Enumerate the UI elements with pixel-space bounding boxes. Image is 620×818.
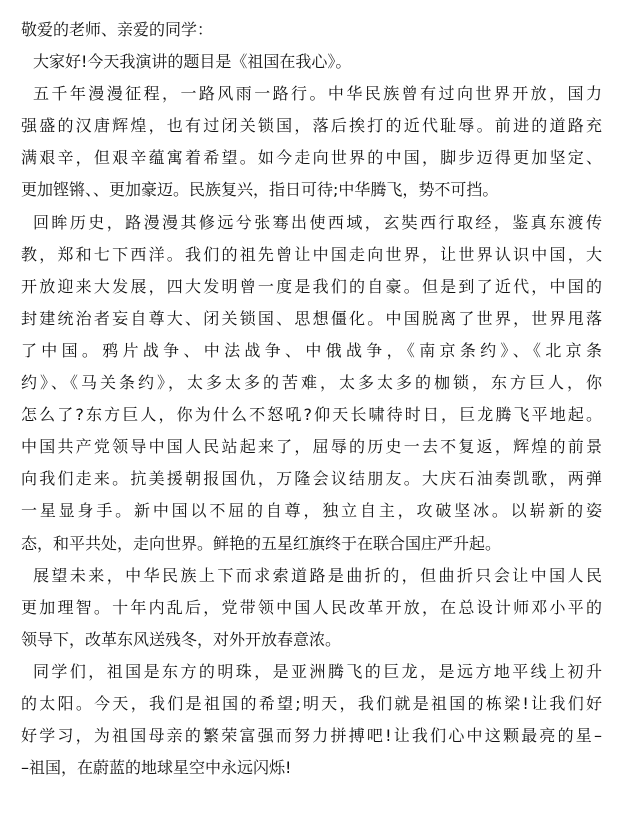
paragraph-5-line-1: 同学们，祖国是东方的明珠，是亚洲腾飞的巨龙，是远方地平线上初升 — [33, 661, 602, 681]
paragraph-4-line-3: 领导下，改革东风送残冬，对外开放春意浓。 — [21, 629, 342, 649]
paragraph-5-line-2: 的太阳。今天，我们是祖国的希望;明天，我们就是祖国的栋梁!让我们好 — [21, 693, 602, 713]
paragraph-3-line-1: 回眸历史，路漫漫其修远兮张骞出使西域，玄奘西行取经，鉴真东渡传 — [33, 212, 602, 232]
paragraph-3-line-4: 封建统治者妄自尊大、闭关锁国、思想僵化。中国脱离了世界，世界甩落 — [21, 308, 602, 328]
paragraph-3-line-3: 开放迎来大发展，四大发明曾一度是我们的自豪。但是到了近代，中国的 — [21, 276, 602, 296]
paragraph-2-line-1: 五千年漫漫征程，一路风雨一路行。中华民族曾有过向世界开放，国力 — [33, 84, 602, 104]
paragraph-3-line-10: 一星显身手。新中国以不屈的自尊，独立自主，攻破坚冰。以崭新的姿 — [21, 501, 602, 521]
paragraph-3-line-7: 怎么了?东方巨人，你为什么不怒吼?仰天长啸待时日，巨龙腾飞平地起。 — [21, 405, 602, 425]
paragraph-5-line-3: 好学习，为祖国母亲的繁荣富强而努力拼搏吧!让我们心中这颗最亮的星– — [21, 726, 602, 746]
paragraph-3-line-9: 向我们走来。抗美援朝报国仇，万隆会议结朋友。大庆石油奏凯歌，两弹 — [21, 469, 602, 489]
paragraph-3-line-5: 了中国。鸦片战争、中法战争、中俄战争，《南京条约》、《北京条 — [21, 340, 602, 360]
paragraph-3-line-2: 教，郑和七下西洋。我们的祖先曾让中国走向世界，让世界认识中国，大 — [21, 244, 602, 264]
paragraph-5-line-4: –祖国，在蔚蓝的地球星空中永远闪烁! — [21, 758, 292, 778]
salutation: 敬爱的老师、亲爱的同学： — [21, 20, 214, 39]
paragraph-3-line-11: 态，和平共处，走向世界。鲜艳的五星红旗终于在联合国庄严升起。 — [21, 533, 502, 553]
paragraph-1-line-1: 大家好!今天我演讲的题目是《祖国在我心》。 — [33, 52, 352, 72]
paragraph-3-line-8: 中国共产党领导中国人民站起来了，屈辱的历史一去不复返，辉煌的前景 — [21, 437, 602, 457]
paragraph-2-line-4: 更加铿锵、、更加豪迈。民族复兴，指日可待;中华腾飞，势不可挡。 — [21, 180, 499, 200]
paragraph-2-line-3: 满艰辛，但艰辛蕴寓着希望。如今走向世界的中国，脚步迈得更加坚定、 — [21, 148, 602, 168]
paragraph-4-line-2: 更加理智。十年内乱后，党带领中国人民改革开放，在总设计师邓小平的 — [21, 597, 602, 617]
paragraph-2-line-2: 强盛的汉唐辉煌，也有过闭关锁国，落后挨打的近代耻辱。前进的道路充 — [21, 116, 602, 136]
paragraph-3-line-6: 约》、《马关条约》，太多太多的苦难，太多太多的枷锁，东方巨人，你 — [21, 373, 602, 393]
paragraph-4-line-1: 展望未来，中华民族上下而求索道路是曲折的，但曲折只会让中国人民 — [33, 565, 602, 585]
